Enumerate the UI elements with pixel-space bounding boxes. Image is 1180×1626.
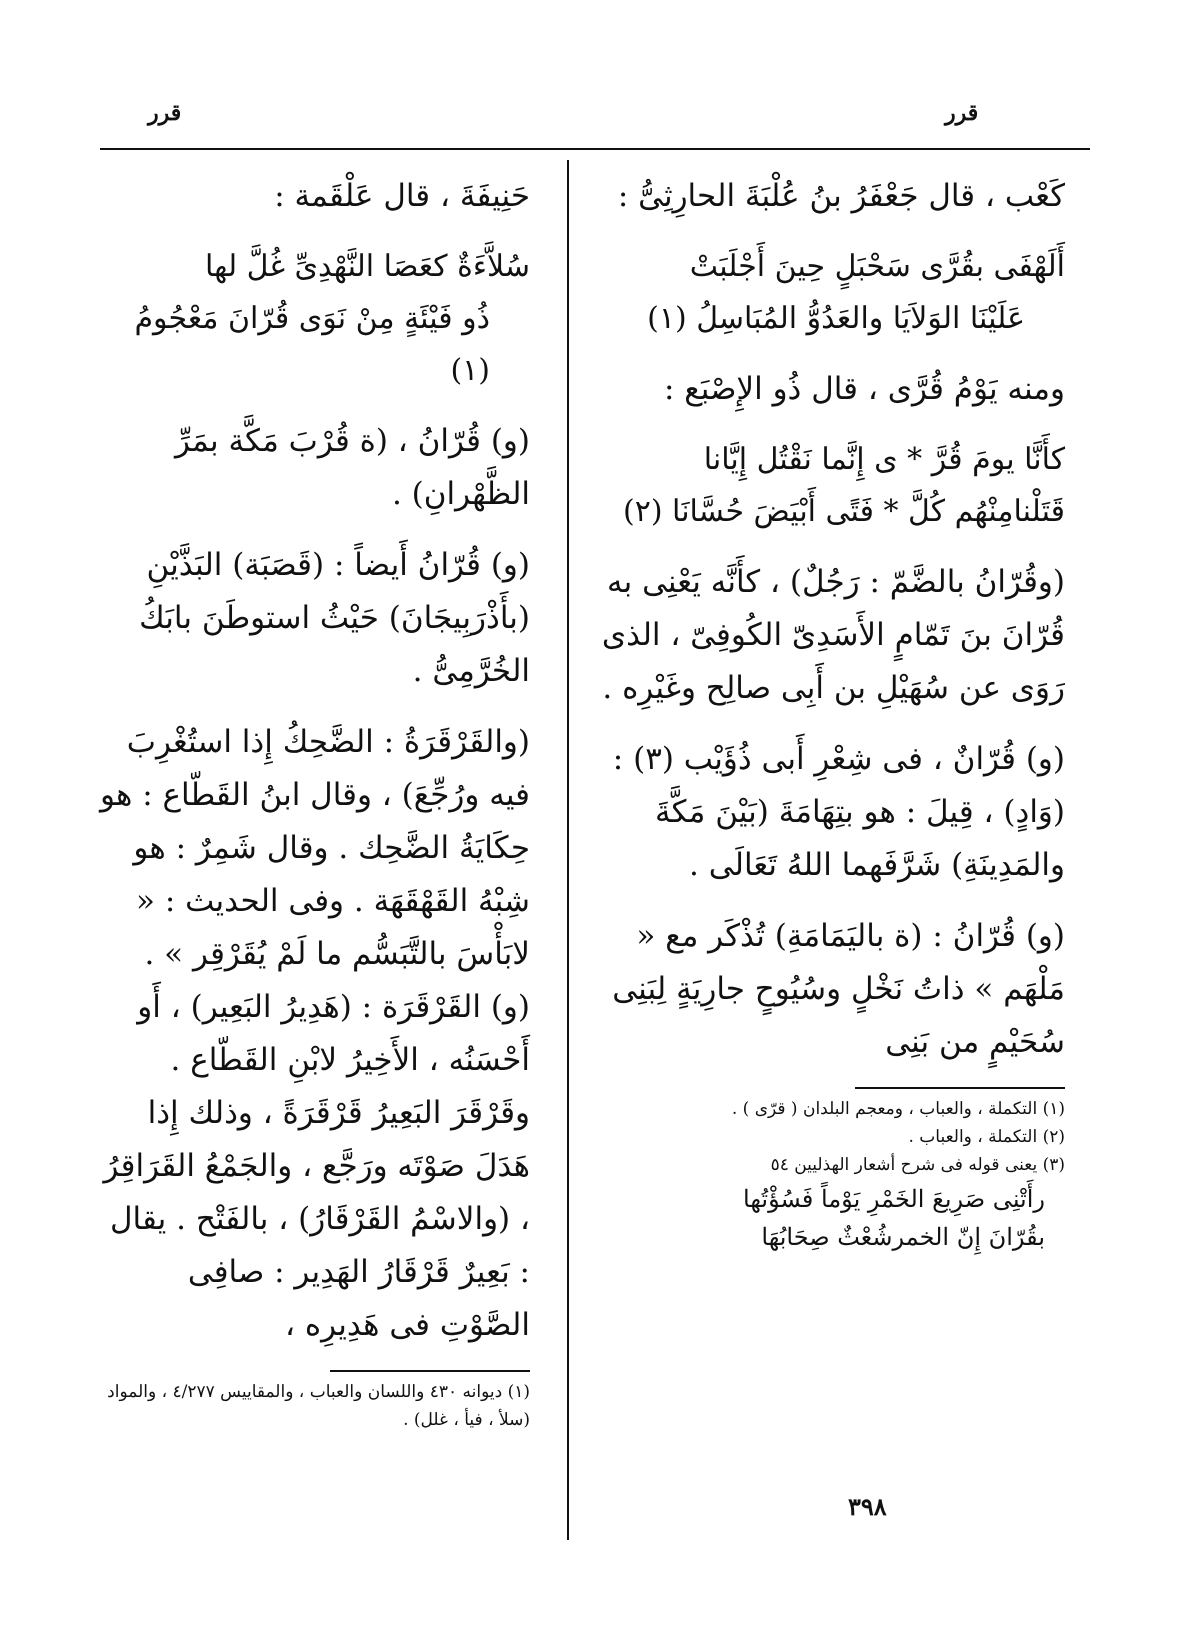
footnotes: [100, 1378, 530, 1434]
header-rule: [100, 148, 1090, 150]
footnote-verse-line: بقُرّانَ إِنّ الخمرشُعْثٌ صِحَابُهَا: [761, 1223, 1045, 1251]
entry-paragraph: (والقَرْقَرَةُ : الضَّحِكُ إِذا استُغْرِبَ فيه ورُجِّعَ) ، وقال ابنُ القَطّاع : هو حِكَايَةُ الضَّحِك . وقال شَمِرٌ : هو شِبْهُ القَهْقَهَة . وفى الحديث : « لابَأْسَ بالتَّبَسُّم ما لَمْ يُقَرْقِر » . (و) القَرْقَرَة : (هَدِيرُ البَعِير) ، أَو أَحْسَنُه ، الأَخِيرُ لابْنِ القَطّاع . وقَرْقَرَ البَعِيرُ قَرْقَرَةً ، وذلك إِذا هَدَلَ صَوْتَه ورَجَّع ، والجَمْعُ القَرَاقِرُ ، (والاسْمُ القَرْقَارُ) ، بالفَتْح . يقال : بَعِيرٌ قَرْقَارُ الهَدِير : صافِى الصَّوْتِ فى هَدِيرِه ،: [100, 724, 530, 1343]
poetry-verse: [100, 241, 530, 397]
footnote: (٣) يعنى قوله فى شرح أشعار الهذليين ٥٤: [770, 1155, 1065, 1175]
entry-paragraph: (وقُرّانُ بالضَّمّ : رَجُلٌ) ، كأَنَّه يَعْنِى به قُرّانَ بنَ تَمّامٍ الأَسَدِىّ الكُوفِىّ ، الذى رَوَى عن سُهَيْلِ بن أَبِى صالِح وغَيْرِه .: [601, 564, 1065, 706]
entry-paragraph: (و) قُرّانُ ، (ة قُرْبَ مَكَّة بمَرِّ الظَّهْرانِ) .: [174, 423, 530, 512]
footnote: (٢) التكملة ، والعباب .: [908, 1127, 1065, 1147]
verse-line: قَتَلْنامِنْهُم كُلَّ * فَتًى أَبْيَضَ حُسَّانَا (٢): [622, 494, 1065, 529]
entry-paragraph: حَنِيفَةَ ، قال عَلْقَمة :: [274, 178, 530, 214]
entry-paragraph: (و) قُرّانٌ ، فى شِعْرِ أَبى ذُؤَيْب (٣) : (وَادٍ) ، قِيلَ : هو بتِهَامَةَ (بَيْنَ مَكَّةَ والمَدِينَةِ) شَرَّفَهما اللهُ تَعَالَى .: [612, 741, 1065, 883]
page-number: ٣٩٨: [848, 1492, 887, 1521]
right-column: [595, 170, 1065, 1255]
running-header-left: قرر: [148, 100, 182, 126]
verse-line: كأَنَّا يومَ قُرَّ * ى إِنَّما نَقْتُل إِيَّانا: [703, 442, 1065, 477]
entry-paragraph: كَعْب ، قال جَعْفَرُ بنُ عُلْبَةَ الحارِثِىُّ :: [617, 178, 1065, 214]
footnotes: [595, 1095, 1065, 1255]
footnote-rule: [330, 1370, 530, 1372]
entry-paragraph: (و) قُرّانُ أَيضاً : (قَصَبَة) البَذَّيْنِ (بأَذْرَبِيجَانَ) حَيْثُ استوطَنَ بابَكُ الخُرَّمِىُّ .: [139, 547, 530, 689]
entry-paragraph: (و) قُرّانُ : (ة باليَمَامَةِ) تُذْكَر مع « مَلْهَم » ذاتُ نَخْلٍ وسُيُوحٍ جارِيَةٍ لِبَنِى سُحَيْمٍ من بَنِى: [612, 918, 1065, 1060]
footnote-rule: [855, 1087, 1065, 1089]
left-column: [100, 170, 530, 1434]
running-header-right: قرر: [945, 100, 979, 126]
verse-line: عَلَيْنَا الوَلاَيَا والعَدُوُّ المُبَاسِلُ (١): [647, 301, 1025, 336]
verse-line: سُلاَّءَةٌ كعَصَا النَّهْدِىِّ غُلَّ لها: [204, 249, 530, 284]
verse-line: ذُو فَيْئَةٍ مِنْ نَوَى قُرّانَ مَعْجُومُ (١): [134, 301, 490, 388]
footnote-verse-line: رأَتْنِى صَرِيعَ الخَمْرِ يَوْماً فَسُؤْتُها: [743, 1185, 1045, 1213]
entry-paragraph: ومنه يَوْمُ قُرَّى ، قال ذُو الإِصْبَع :: [663, 371, 1065, 407]
column-divider: [567, 160, 569, 1540]
poetry-verse: [595, 434, 1065, 538]
poetry-verse: [595, 241, 1065, 345]
footnote: (١) ديوانه ٤٣٠ واللسان والعباب ، والمقاييس ٤/٢٧٧ ، والمواد (سلأ ، فيأ ، غلل) .: [107, 1382, 530, 1430]
footnote: (١) التكملة ، والعباب ، ومعجم البلدان ( قرّى ) .: [731, 1099, 1065, 1119]
verse-line: أَلَهْفَى بقُرَّى سَحْبَلٍ حِينَ أَجْلَبَتْ: [689, 249, 1065, 284]
